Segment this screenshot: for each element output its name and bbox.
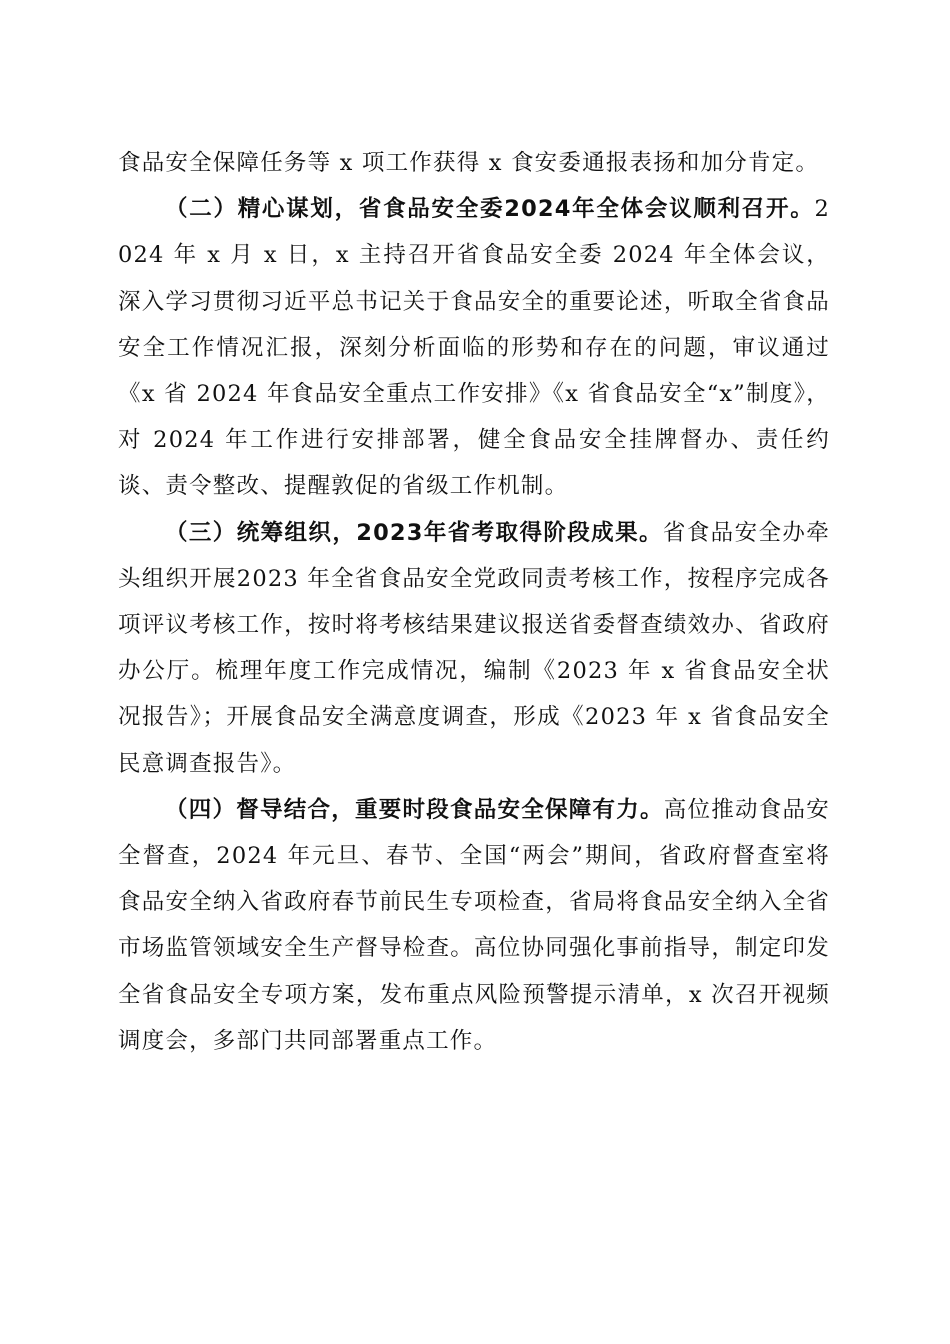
section-4-heading: （四）督导结合，重要时段食品安全保障有力。 bbox=[165, 796, 664, 823]
section-3-text: 省食品安全办牵头组织开展2023 年全省食品安全党政同责考核工作，按程序完成各项评议考核工作，按时将考核结果建议报送省委督查绩效办、省政府办公厅。梳理年度工作完成情况，编制《2023 年 x 省食品安全状况报告》；开展食品安全满意度调查，形成《2023 年 x 省食品安全民意调查报告》。 bbox=[118, 519, 830, 777]
section-3-heading: （三）统筹组织，2023年省考取得阶段成果。 bbox=[165, 519, 663, 546]
section-2-text: 2024 年 x 月 x 日，x 主持召开省食品安全委 2024 年全体会议，深入学习贯彻习近平总书记关于食品安全的重要论述，听取全省食品安全工作情况汇报，深刻分析面临的形势和存在的问题，审议通过《x 省 2024 年食品安全重点工作安排》《x 省食品安全“x”制度》，对 2024 年工作进行安排部署，健全食品安全挂牌督办、责任约谈、责令整改、提醒敦促的省级工作机制。 bbox=[118, 196, 830, 500]
section-3-paragraph bbox=[118, 510, 830, 787]
paragraph-text: 食品安全保障任务等 x 项工作获得 x 食安委通报表扬和加分肯定。 bbox=[118, 150, 820, 176]
section-2-paragraph bbox=[118, 186, 830, 509]
section-2-heading: （二）精心谋划，省食品安全委2024年全体会议顺利召开。 bbox=[165, 196, 815, 223]
section-4-paragraph bbox=[118, 787, 830, 1064]
paragraph-continuation bbox=[118, 140, 830, 186]
section-4-text: 高位推动食品安全督查，2024 年元旦、春节、全国“两会”期间，省政府督查室将食品安全纳入省政府春节前民生专项检查，省局将食品安全纳入全省市场监管领域安全生产督导检查。高位协同强化事前指导，制定印发全省食品安全专项方案，发布重点风险预警提示清单，x 次召开视频调度会，多部门共同部署重点工作。 bbox=[118, 796, 831, 1054]
document-body bbox=[118, 140, 830, 1064]
